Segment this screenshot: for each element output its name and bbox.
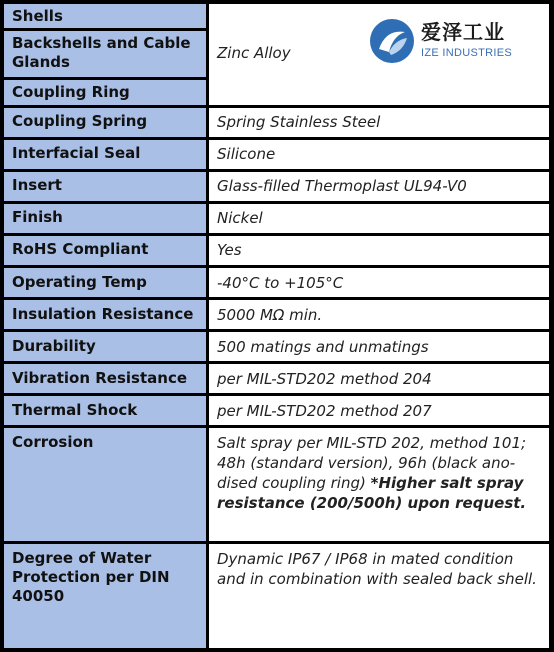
value-operating-temp: -40°C to +105°C bbox=[209, 268, 549, 297]
label-interfacial-seal: Interfacial Seal bbox=[4, 140, 206, 169]
label-insert: Insert bbox=[4, 172, 206, 201]
value-insert: Glass-filled Thermoplast UL94-V0 bbox=[209, 172, 549, 201]
logo-name-cn: 爱泽工业 bbox=[421, 20, 505, 44]
label-insulation-resistance: Insulation Resistance bbox=[4, 300, 206, 329]
value-coupling-spring: Spring Stainless Steel bbox=[209, 108, 549, 137]
value-interfacial-seal: Silicone bbox=[209, 140, 549, 169]
value-zinc-alloy: Zinc Alloy bbox=[217, 44, 291, 62]
value-corrosion-note: *Higher salt spray resistance (200/500h) upon request. bbox=[217, 474, 527, 512]
label-durability: Durability bbox=[4, 332, 206, 361]
value-water-protection: Dynamic IP67 / IP68 in mated condition and in combination with sealed back shell. bbox=[209, 544, 549, 648]
value-corrosion-text: Salt spray per MIL-STD 202, method 101; 48h (standard version), 96h (black ano-dised coupling ring) bbox=[217, 434, 527, 492]
label-operating-temp: Operating Temp bbox=[4, 268, 206, 297]
label-coupling-spring: Coupling Spring bbox=[4, 108, 206, 137]
label-shells: Shells bbox=[4, 4, 206, 28]
label-finish: Finish bbox=[4, 204, 206, 233]
value-zinc-alloy-cell bbox=[209, 4, 549, 105]
label-vibration-resistance: Vibration Resistance bbox=[4, 364, 206, 393]
label-coupling-ring: Coupling Ring bbox=[4, 80, 206, 105]
company-logo bbox=[369, 18, 529, 78]
ize-logo-icon bbox=[369, 18, 415, 64]
value-durability: 500 matings and unmatings bbox=[209, 332, 549, 361]
label-water-protection: Degree of Water Protection per DIN 40050 bbox=[4, 544, 206, 648]
value-vibration-resistance: per MIL-STD202 method 204 bbox=[209, 364, 549, 393]
value-corrosion bbox=[209, 428, 549, 541]
value-finish: Nickel bbox=[209, 204, 549, 233]
logo-name-en: IZE INDUSTRIES bbox=[421, 47, 512, 59]
label-rohs: RoHS Compliant bbox=[4, 236, 206, 265]
value-thermal-shock: per MIL-STD202 method 207 bbox=[209, 396, 549, 425]
value-rohs: Yes bbox=[209, 236, 549, 265]
value-insulation-resistance: 5000 MΩ min. bbox=[209, 300, 549, 329]
label-backshells: Backshells and Cable Glands bbox=[4, 31, 206, 77]
label-thermal-shock: Thermal Shock bbox=[4, 396, 206, 425]
label-corrosion: Corrosion bbox=[4, 428, 206, 541]
